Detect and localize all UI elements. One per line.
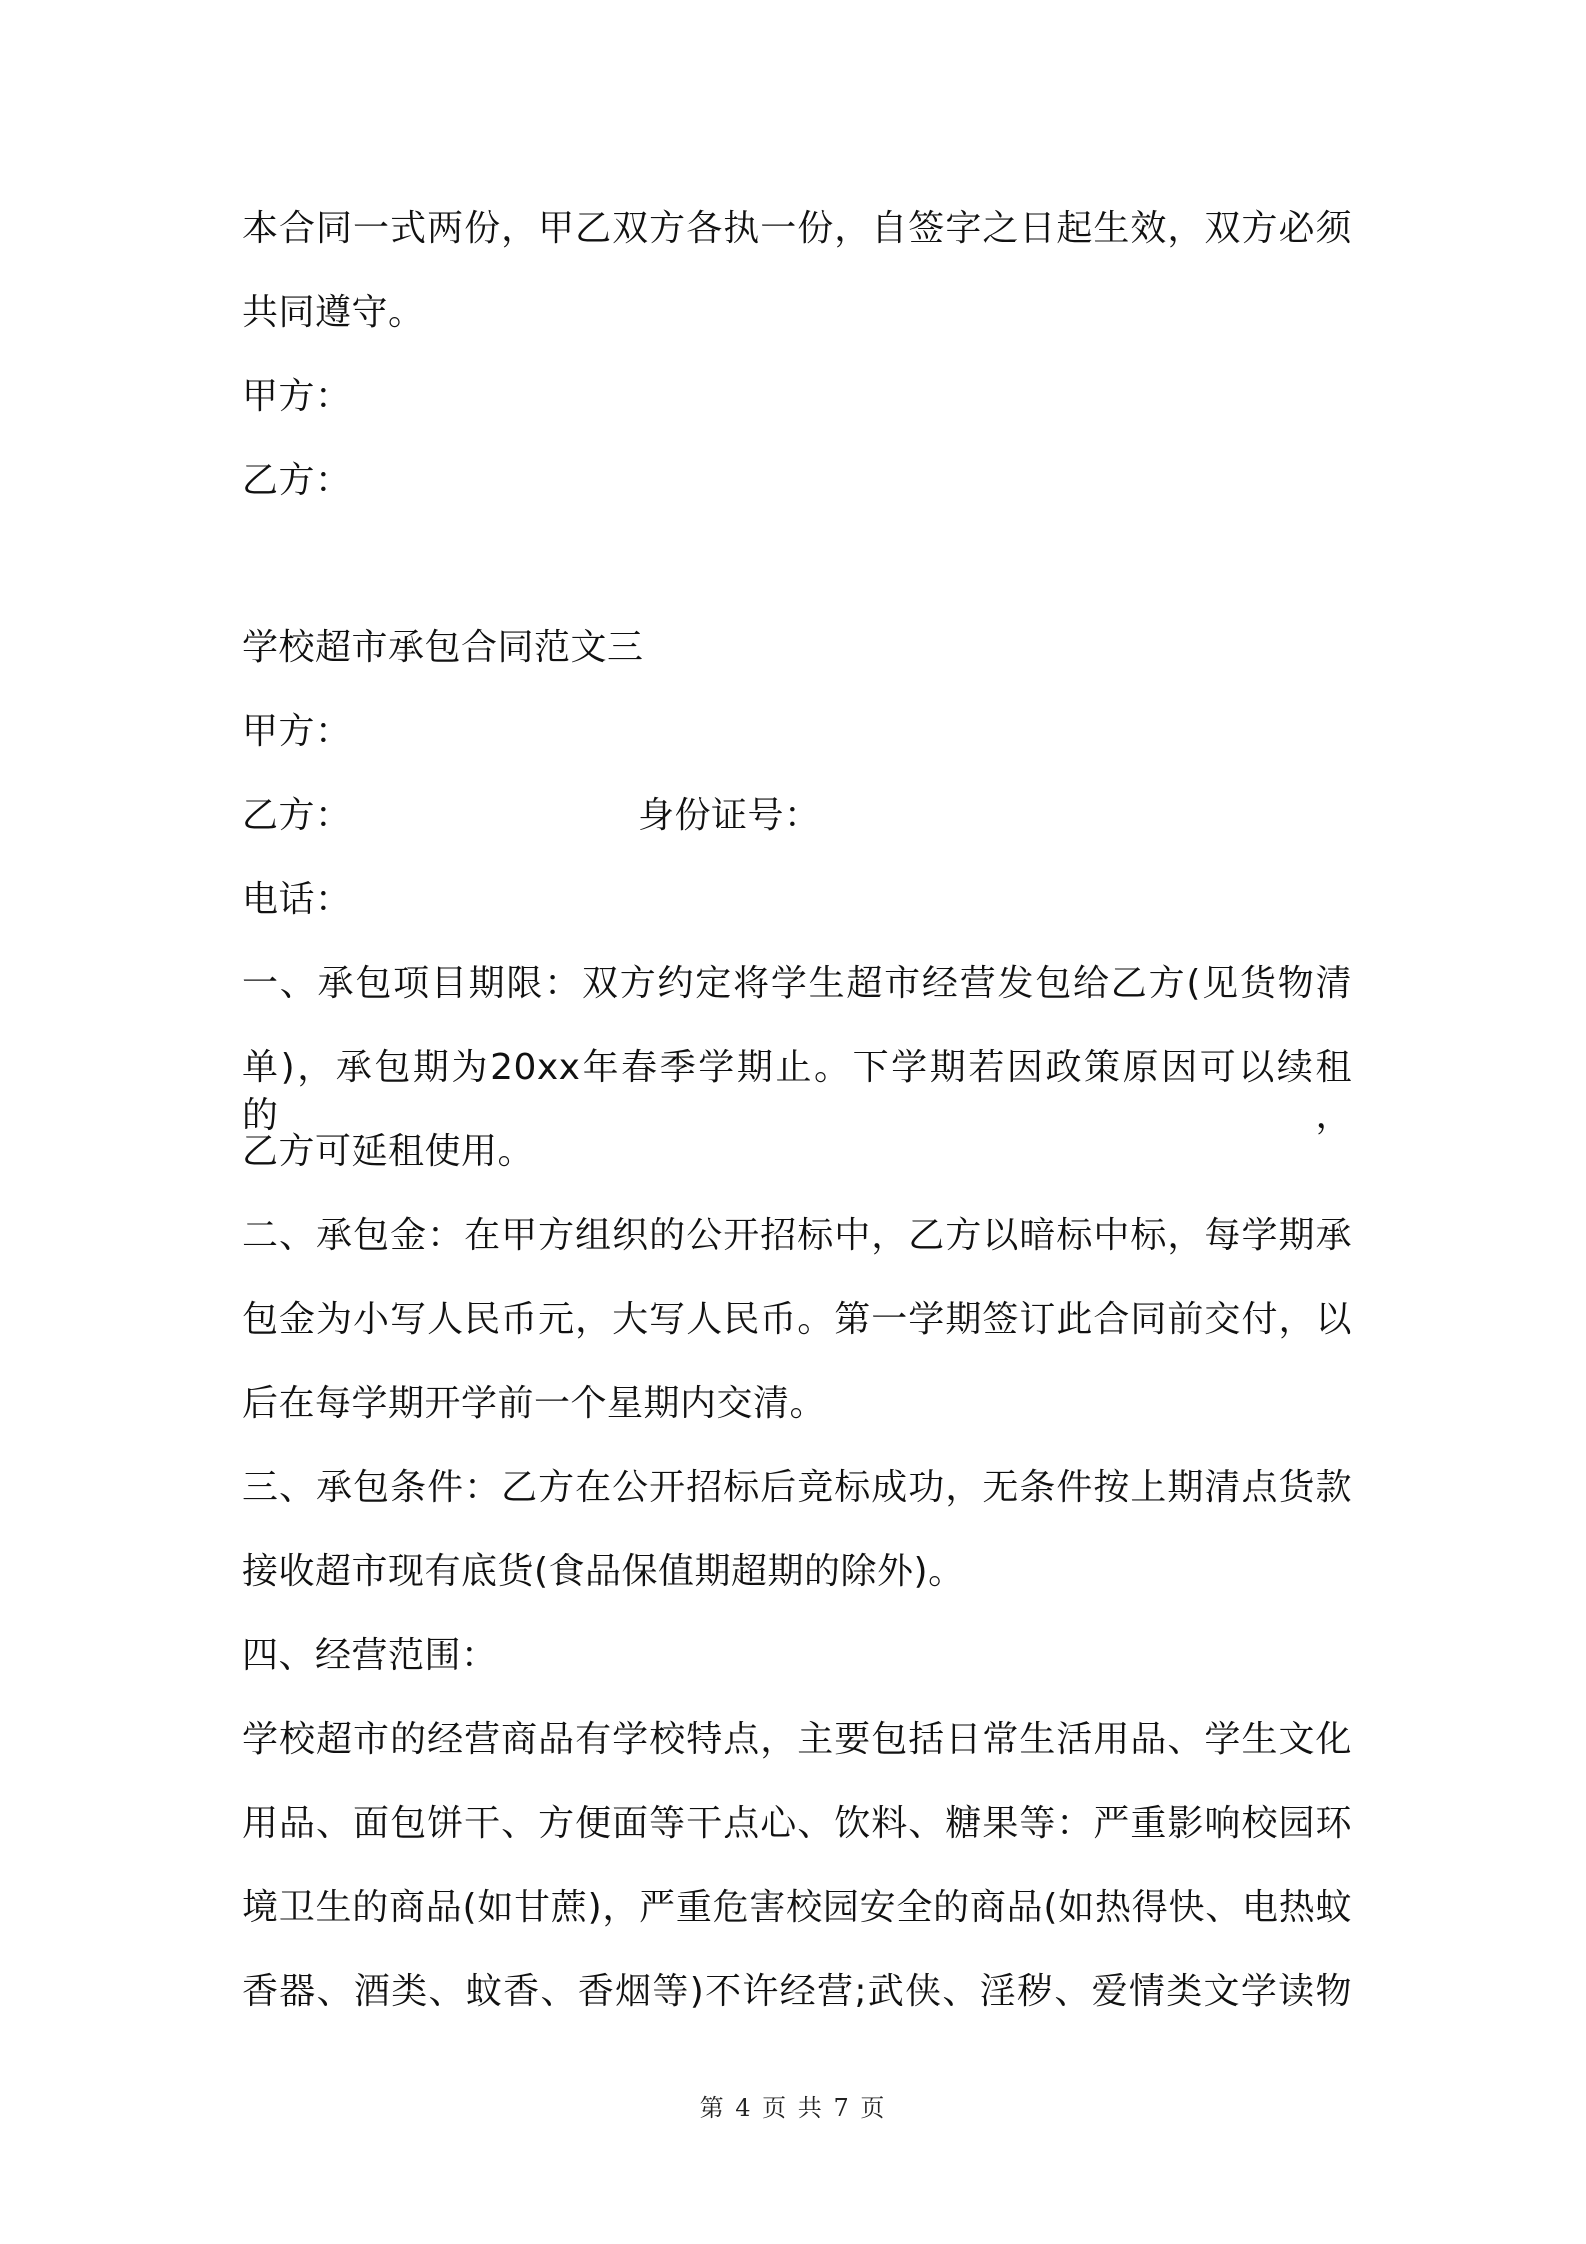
party-a-label: 甲方： (242, 711, 352, 752)
phone-label: 电话： (242, 879, 352, 920)
party-b-label: 乙方： (242, 460, 352, 501)
party-b-row (242, 792, 1352, 840)
section-title: 学校超市承包合同范文三 (242, 627, 644, 668)
text-line: 香器、酒类、蚊香、香烟等)不许经营;武侠、淫秽、爱情类文学读物 (242, 1971, 1352, 2012)
text-line: 包金为小写人民币元，大写人民币。第一学期签订此合同前交付，以 (242, 1299, 1352, 1340)
text-line: 用品、面包饼干、方便面等干点心、饮料、糖果等：严重影响校园环 (242, 1803, 1352, 1844)
text-line: 学校超市的经营商品有学校特点，主要包括日常生活用品、学生文化 (242, 1719, 1352, 1760)
text-line: 后在每学期开学前一个星期内交清。 (242, 1383, 827, 1424)
page-number-footer: 第 4 页 共 7 页 (699, 2094, 887, 2122)
text-line: 一、承包项目期限：双方约定将学生超市经营发包给乙方(见货物清 (242, 963, 1352, 1004)
party-a-label: 甲方： (242, 376, 352, 417)
text-line: 本合同一式两份，甲乙双方各执一份，自签字之日起生效，双方必须 (242, 208, 1352, 249)
text-line: 二、承包金：在甲方组织的公开招标中，乙方以暗标中标，每学期承 (242, 1215, 1352, 1256)
text-line: 共同遵守。 (242, 292, 425, 333)
text-line: 接收超市现有底货(食品保值期超期的除外)。 (242, 1551, 965, 1592)
section-heading: 四、经营范围： (242, 1635, 498, 1676)
id-number-label: 身份证号： (638, 795, 821, 836)
party-b-label: 乙方： (242, 795, 352, 836)
text-line: 境卫生的商品(如甘蔗)，严重危害校园安全的商品(如热得快、电热蚊 (242, 1887, 1352, 1928)
text-line: 乙方可延租使用。 (242, 1131, 535, 1172)
text-line: 单)，承包期为20xx年春季学期止。下学期若因政策原因可以续租的， (242, 1047, 1352, 1136)
text-line: 三、承包条件：乙方在公开招标后竞标成功，无条件按上期清点货款 (242, 1467, 1352, 1508)
